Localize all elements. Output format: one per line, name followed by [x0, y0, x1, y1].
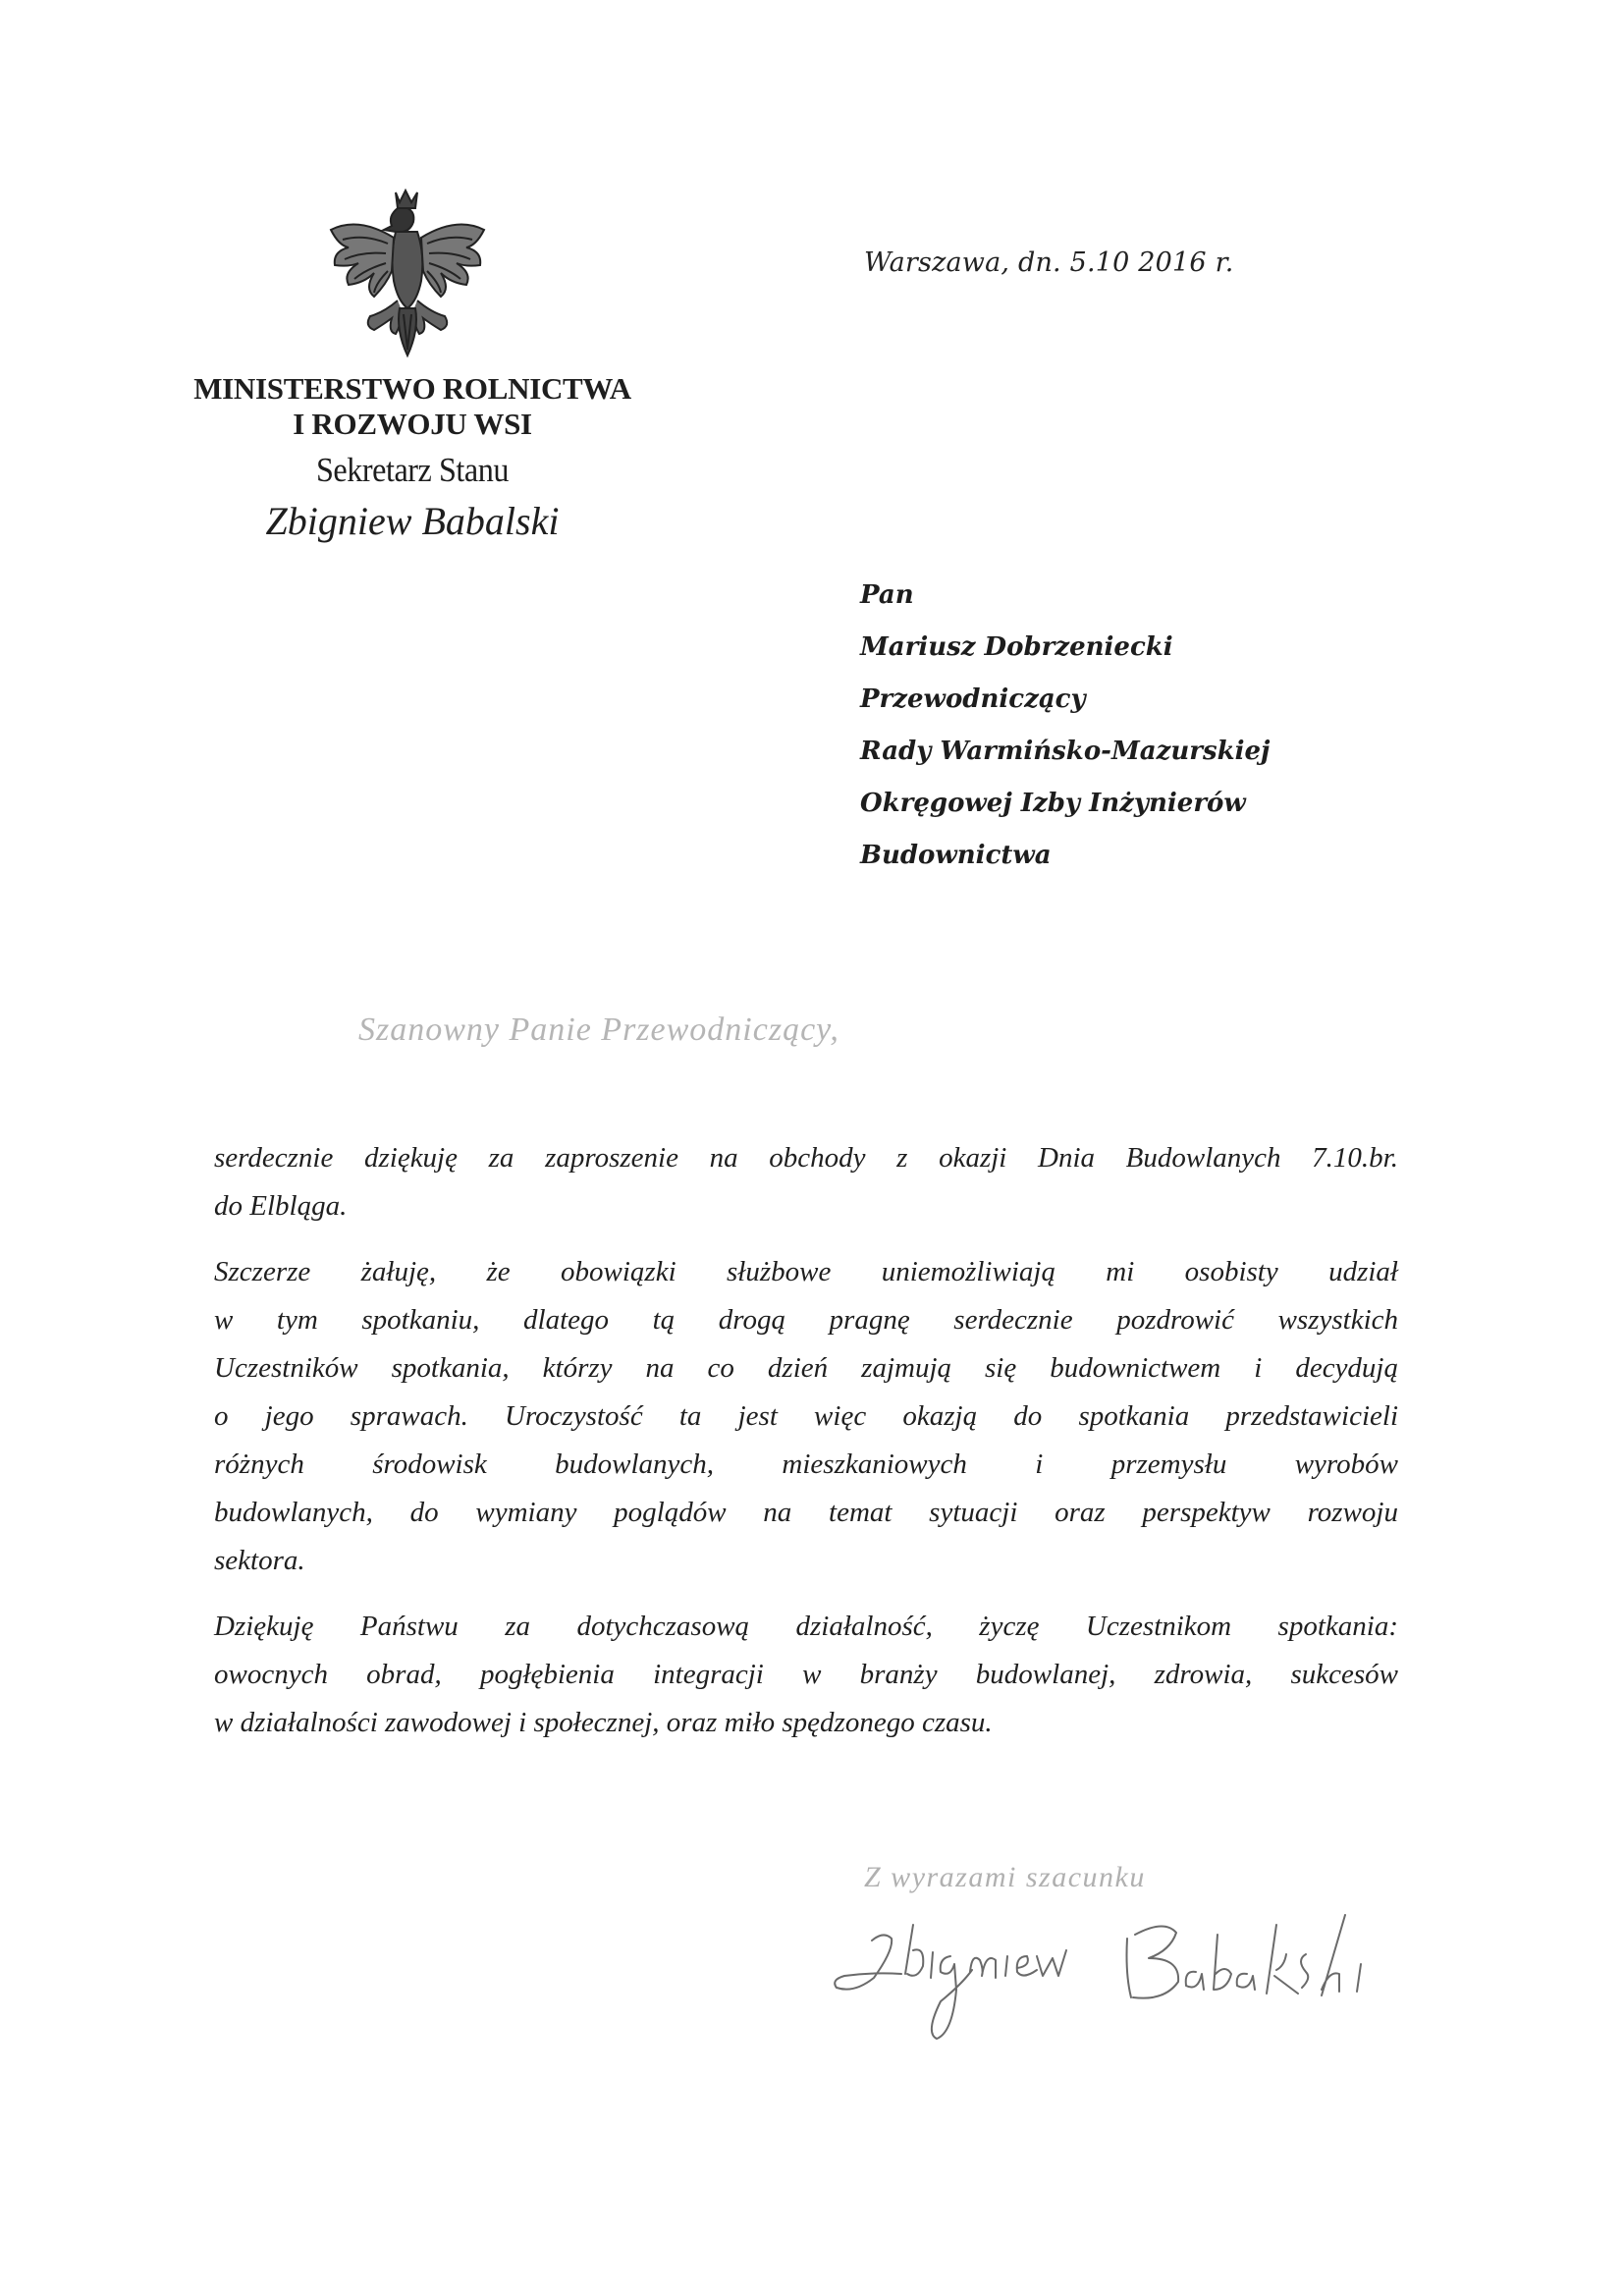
- body-line: sektora.: [214, 1545, 305, 1576]
- body-line: w działalności zawodowej i społecznej, oraz miło spędzonego czasu.: [214, 1707, 993, 1738]
- paragraph: [214, 1603, 1398, 1747]
- body-line: różnych środowisk budowlanych, mieszkaniowych i przemysłu wyrobów: [214, 1449, 1398, 1480]
- sender-name: Zbigniew Babalski: [265, 499, 560, 543]
- body-line: Szczerze żałuję, że obowiązki służbowe uniemożliwiają mi osobisty udział: [214, 1256, 1398, 1287]
- addressee-line: Przewodniczący: [860, 684, 1086, 714]
- addressee-block: [860, 570, 1270, 882]
- addressee-line: Mariusz Dobrzeniecki: [860, 632, 1173, 662]
- ministry-name-line-1: MINISTERSTWO ROLNICTWA: [193, 371, 631, 406]
- body-line: o jego sprawach. Uroczystość ta jest więc okazją do spotkania przedstawicieli: [214, 1400, 1398, 1432]
- ministry-name-line-2: I ROZWOJU WSI: [293, 407, 532, 441]
- body-line: budowlanych, do wymiany poglądów na temat sytuacji oraz perspektyw rozwoju: [214, 1497, 1398, 1528]
- paragraph: [214, 1248, 1398, 1585]
- salutation: Szanowny Panie Przewodniczący,: [358, 1011, 839, 1048]
- addressee-line: Rady Warmińsko-Mazurskiej: [860, 737, 1271, 766]
- handwritten-signature: [815, 1895, 1384, 2043]
- addressee-line: Budownictwa: [860, 841, 1052, 870]
- body-line: Dziękuję Państwu za dotychczasową działalność, życzę Uczestnikom spotkania:: [214, 1611, 1398, 1642]
- sender-position: Sekretarz Stanu: [315, 451, 510, 489]
- letter-date: Warszawa, dn. 5.10 2016 r.: [864, 247, 1234, 278]
- body-line: do Elbląga.: [214, 1190, 348, 1222]
- body-line: w tym spotkaniu, dlatego tą drogą pragnę serdecznie pozdrowić wszystkich: [214, 1304, 1398, 1336]
- letterhead: [147, 371, 677, 546]
- letter-body: [214, 1134, 1398, 1765]
- addressee-line: Okręgowej Izby Inżynierów: [860, 789, 1246, 818]
- addressee-line: Pan: [860, 580, 914, 610]
- polish-eagle-emblem-icon: [319, 187, 496, 358]
- closing-phrase: Z wyrazami szacunku: [864, 1861, 1146, 1893]
- body-line: serdecznie dziękuję za zaproszenie na obchody z okazji Dnia Budowlanych 7.10.br.: [214, 1142, 1398, 1174]
- body-line: Uczestników spotkania, którzy na co dzień zajmują się budownictwem i decydują: [214, 1352, 1398, 1384]
- paragraph: [214, 1134, 1398, 1230]
- body-line: owocnych obrad, pogłębienia integracji w branży budowlanej, zdrowia, sukcesów: [214, 1659, 1398, 1690]
